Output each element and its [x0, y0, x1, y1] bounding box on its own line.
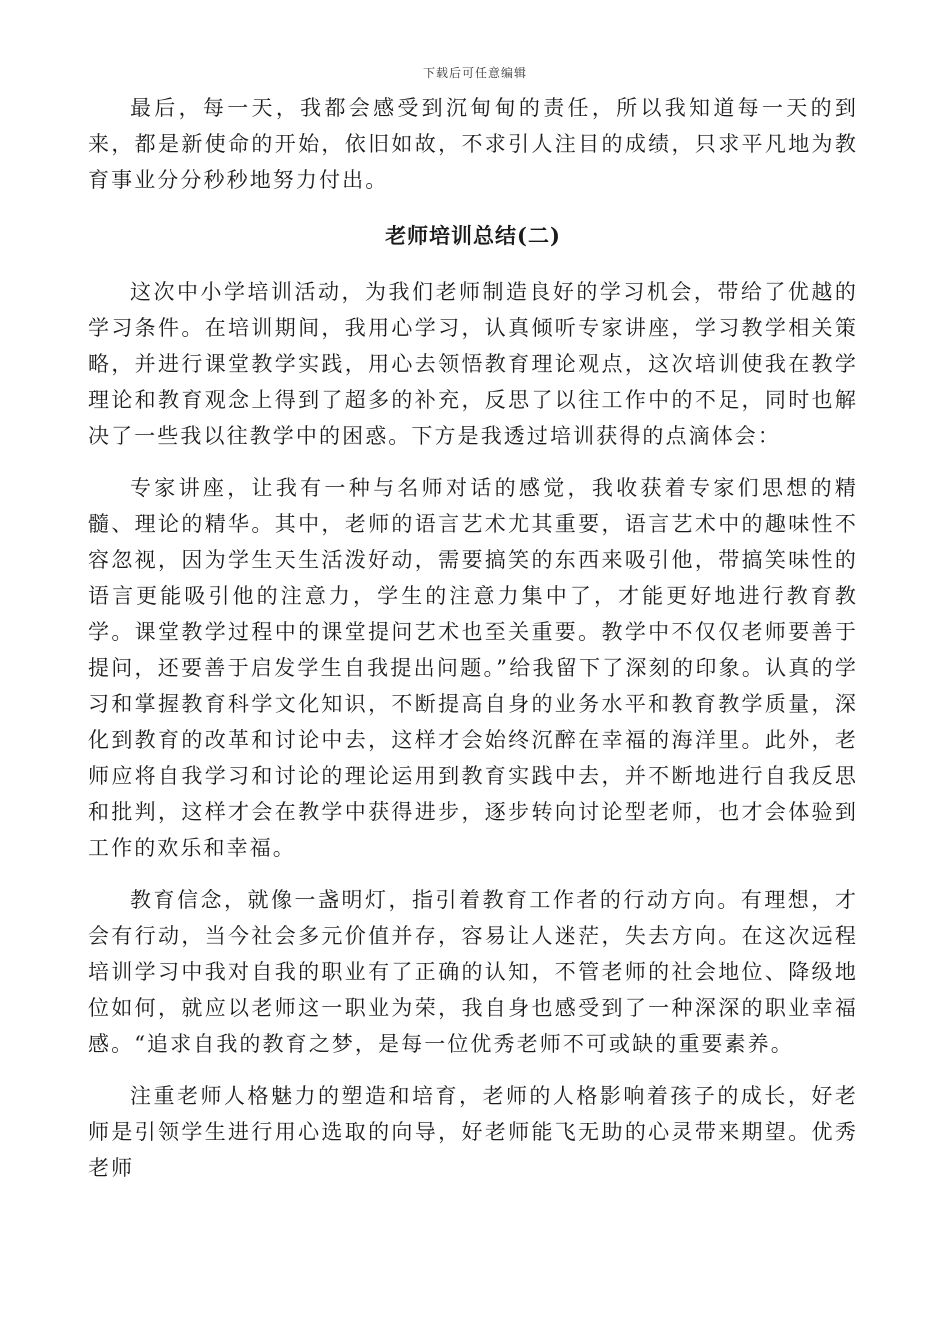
- paragraph: 注重老师人格魅力的塑造和培育，老师的人格影响着孩子的成长，好老师是引领学生进行用心选取的向导，好老师能飞无助的心灵带来期望。优秀老师: [88, 1084, 858, 1180]
- document-body: [88, 90, 858, 1202]
- header-note: 下载后可任意编辑: [422, 66, 527, 80]
- paragraph: 教育信念，就像一盏明灯，指引着教育工作者的行动方向。有理想，才会有行动，当今社会多元价值并存，容易让人迷茫，失去方向。在这次远程培训学习中我对自我的职业有了正确的认知，不管老师的社会地位、降级地位如何，就应以老师这一职业为荣，我自身也感受到了一种深深的职业幸福感。“追求自我的教育之梦，是每一位优秀老师不可或缺的重要素养。: [88, 888, 858, 1056]
- paragraph: 最后，每一天，我都会感受到沉甸甸的责任，所以我知道每一天的到来，都是新使命的开始，依旧如故，不求引人注目的成绩，只求平凡地为教育事业分分秒秒地努力付出。: [88, 96, 858, 192]
- paragraph: 专家讲座，让我有一种与名师对话的感觉，我收获着专家们思想的精髓、理论的精华。其中，老师的语言艺术尤其重要，语言艺术中的趣味性不容忽视，因为学生天生活泼好动，需要搞笑的东西来吸引他，带搞笑味性的语言更能吸引他的注意力，学生的注意力集中了，才能更好地进行教育教学。课堂教学过程中的课堂提问艺术也至关重要。教学中不仅仅老师要善于提问，还要善于启发学生自我提出问题。”给我留下了深刻的印象。认真的学习和掌握教育科学文化知识，不断提高自身的业务水平和教育教学质量，深化到教育的改革和讨论中去，这样才会始终沉醉在幸福的海洋里。此外，老师应将自我学习和讨论的理论运用到教育实践中去，并不断地进行自我反思和批判，这样才会在教学中获得进步，逐步转向讨论型老师，也才会体验到工作的欢乐和幸福。: [88, 476, 858, 860]
- section-title: 老师培训总结(二): [385, 223, 561, 248]
- paragraph: 这次中小学培训活动，为我们老师制造良好的学习机会，带给了优越的学习条件。在培训期间，我用心学习，认真倾听专家讲座，学习教学相关策略，并进行课堂教学实践，用心去领悟教育理论观点，这次培训使我在教学理论和教育观念上得到了超多的补充，反思了以往工作中的不足，同时也解决了一些我以往教学中的困惑。下方是我透过培训获得的点滴体会：: [88, 280, 858, 448]
